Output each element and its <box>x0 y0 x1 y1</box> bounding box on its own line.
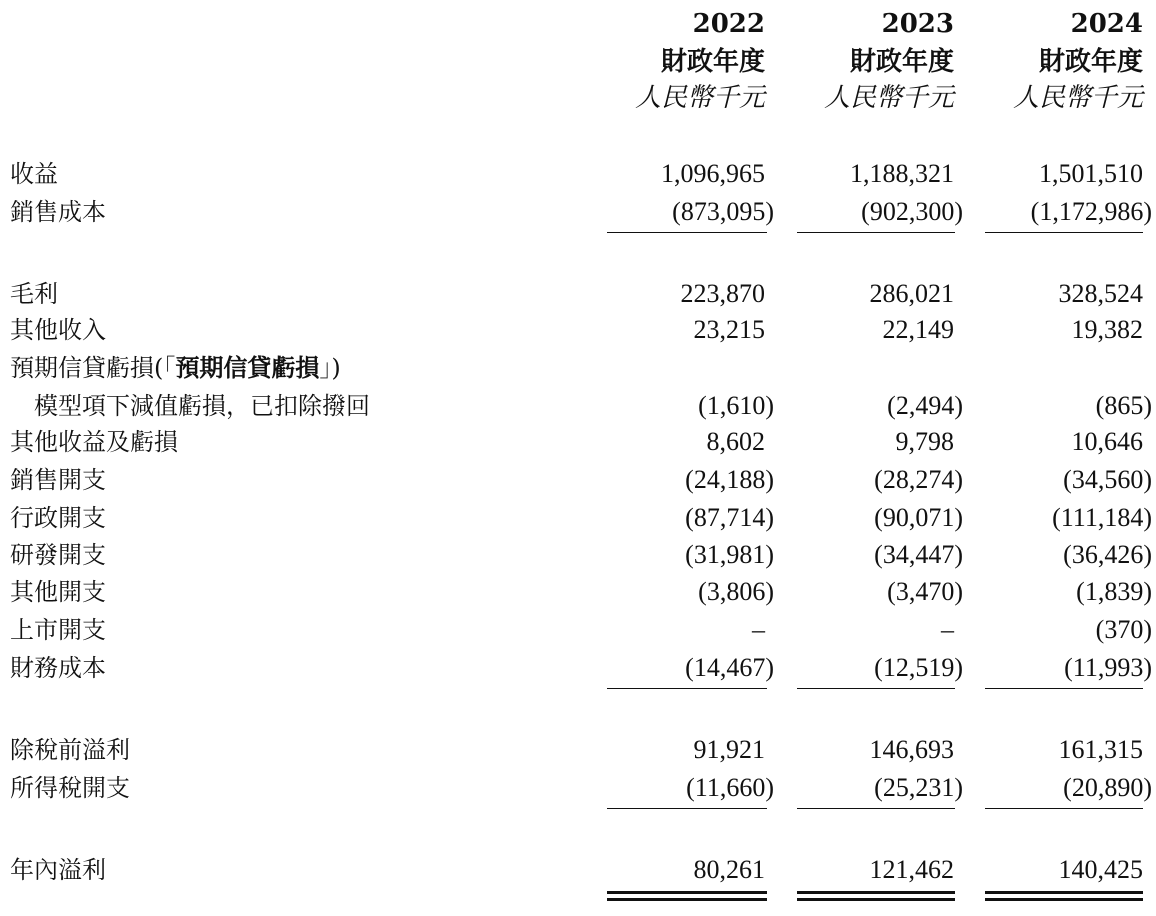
total-double-rule-2022 <box>607 891 767 901</box>
year-header-2024: 2024 <box>1070 9 1143 39</box>
listing-expenses-2022: – <box>752 615 765 644</box>
income-tax-2024: (20,890) <box>1063 773 1152 802</box>
row-label-rd-expenses: 研發開支 <box>10 541 106 569</box>
row-label-gross-profit: 毛利 <box>10 280 58 308</box>
revenue-2024: 1,501,510 <box>1039 159 1143 188</box>
rd-expenses-2024: (36,426) <box>1063 540 1152 569</box>
admin-expenses-2024: (111,184) <box>1052 503 1152 532</box>
row-label-impairment: 模型項下減值虧損，已扣除撥回 <box>34 392 370 420</box>
impairment-2024: (865) <box>1095 391 1152 420</box>
income-tax-2023: (25,231) <box>874 773 963 802</box>
other-income-2024: 19,382 <box>1071 315 1143 344</box>
finance-costs-2022: (14,467) <box>685 653 774 682</box>
row-label-ecl-heading <box>10 350 341 386</box>
impairment-2023: (2,494) <box>887 391 963 420</box>
period-header-2024: 財政年度 <box>1038 47 1143 77</box>
row-label-revenue: 收益 <box>10 160 58 188</box>
period-header-2022: 財政年度 <box>660 47 765 77</box>
rd-expenses-2022: (31,981) <box>685 540 774 569</box>
row-label-cost-of-sales: 銷售成本 <box>10 198 106 226</box>
profit-before-tax-2022: 91,921 <box>693 735 765 764</box>
income-tax-2022: (11,660) <box>686 773 774 802</box>
revenue-2023: 1,188,321 <box>850 159 954 188</box>
subtotal-rule-2024 <box>985 808 1143 809</box>
row-label-income-tax: 所得稅開支 <box>10 774 130 802</box>
other-income-2023: 22,149 <box>882 315 954 344</box>
other-gains-losses-2023: 9,798 <box>895 427 954 456</box>
row-label-selling-expenses: 銷售開支 <box>10 466 106 494</box>
other-gains-losses-2022: 8,602 <box>706 427 765 456</box>
unit-header-2024: 人民幣千元 <box>1012 83 1143 113</box>
row-label-other-expenses: 其他開支 <box>10 578 106 606</box>
profit-before-tax-2024: 161,315 <box>1058 735 1143 764</box>
other-expenses-2022: (3,806) <box>698 577 774 606</box>
year-header-2022: 2022 <box>692 9 765 39</box>
period-header-2023: 財政年度 <box>849 47 954 77</box>
ecl-label-bold: 預期信貸虧損 <box>175 353 320 382</box>
selling-expenses-2023: (28,274) <box>874 465 963 494</box>
subtotal-rule-2022 <box>607 808 767 809</box>
subtotal-rule-2023 <box>797 808 955 809</box>
subtotal-rule-2023 <box>797 688 955 689</box>
selling-expenses-2022: (24,188) <box>685 465 774 494</box>
subtotal-rule-2024 <box>985 688 1143 689</box>
cost-of-sales-2024: (1,172,986) <box>1030 197 1152 226</box>
gross-profit-2022: 223,870 <box>680 279 765 308</box>
profit-for-year-2024: 140,425 <box>1058 855 1143 884</box>
profit-for-year-2022: 80,261 <box>693 855 765 884</box>
admin-expenses-2022: (87,714) <box>685 503 774 532</box>
total-double-rule-2024 <box>985 891 1143 901</box>
selling-expenses-2024: (34,560) <box>1063 465 1152 494</box>
subtotal-rule-2022 <box>607 232 767 233</box>
listing-expenses-2024: (370) <box>1095 615 1152 644</box>
listing-expenses-2023: – <box>941 615 954 644</box>
admin-expenses-2023: (90,071) <box>874 503 963 532</box>
finance-costs-2023: (12,519) <box>874 653 963 682</box>
row-label-admin-expenses: 行政開支 <box>10 504 106 532</box>
row-label-other-gains-losses: 其他收益及虧損 <box>10 428 178 456</box>
subtotal-rule-2022 <box>607 688 767 689</box>
impairment-2022: (1,610) <box>698 391 774 420</box>
subtotal-rule-2024 <box>985 232 1143 233</box>
total-double-rule-2023 <box>797 891 955 901</box>
other-gains-losses-2024: 10,646 <box>1071 427 1143 456</box>
ecl-label-prefix: 預期信貸虧損(「 <box>10 354 176 382</box>
gross-profit-2023: 286,021 <box>869 279 954 308</box>
profit-for-year-2023: 121,462 <box>869 855 954 884</box>
row-label-profit-before-tax: 除稅前溢利 <box>10 736 130 764</box>
row-label-listing-expenses: 上市開支 <box>10 616 106 644</box>
finance-costs-2024: (11,993) <box>1064 653 1152 682</box>
gross-profit-2024: 328,524 <box>1058 279 1143 308</box>
revenue-2022: 1,096,965 <box>661 159 765 188</box>
cost-of-sales-2023: (902,300) <box>861 197 963 226</box>
rd-expenses-2023: (34,447) <box>874 540 963 569</box>
other-expenses-2024: (1,839) <box>1076 577 1152 606</box>
cost-of-sales-2022: (873,095) <box>672 197 774 226</box>
subtotal-rule-2023 <box>797 232 955 233</box>
row-label-profit-for-year: 年內溢利 <box>10 856 106 884</box>
profit-before-tax-2023: 146,693 <box>869 735 954 764</box>
other-income-2022: 23,215 <box>693 315 765 344</box>
other-expenses-2023: (3,470) <box>887 577 963 606</box>
row-label-finance-costs: 財務成本 <box>10 654 106 682</box>
year-header-2023: 2023 <box>881 9 954 39</box>
unit-header-2023: 人民幣千元 <box>823 83 954 113</box>
ecl-label-suffix: 」) <box>319 354 341 382</box>
row-label-other-income: 其他收入 <box>10 316 106 344</box>
unit-header-2022: 人民幣千元 <box>634 83 765 113</box>
